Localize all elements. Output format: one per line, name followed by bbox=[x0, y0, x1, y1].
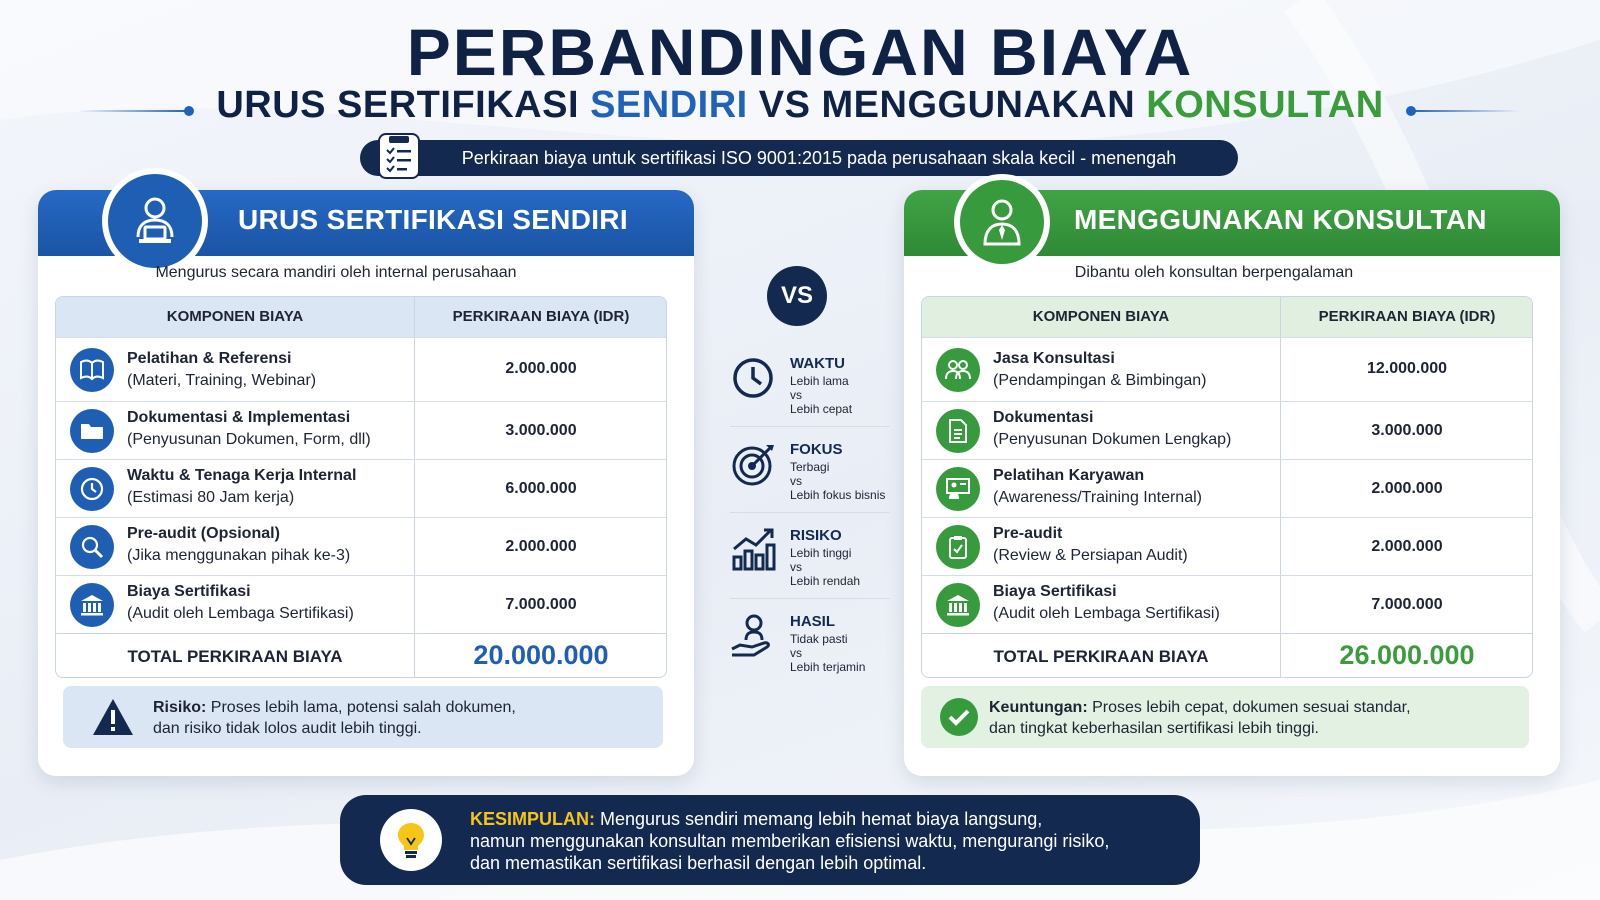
folder-icon bbox=[70, 409, 114, 453]
vs-item-vs: vs bbox=[790, 560, 802, 574]
magnifier-icon bbox=[70, 525, 114, 569]
row-name: Pelatihan & Referensi bbox=[127, 350, 292, 367]
row-cost: 6.000.000 bbox=[505, 480, 577, 497]
clock-icon bbox=[730, 355, 776, 401]
conclusion-label: KESIMPULAN: bbox=[470, 809, 595, 829]
consultant-description: Dibantu oleh konsultan berpengalaman bbox=[1074, 264, 1354, 281]
self-managed-cost-table bbox=[55, 296, 667, 678]
risk-note-label: Risiko: bbox=[153, 699, 207, 716]
table-row bbox=[922, 401, 1533, 459]
table-row bbox=[922, 517, 1533, 575]
row-detail: (Review & Persiapan Audit) bbox=[993, 547, 1188, 564]
self-managed-panel bbox=[38, 190, 694, 776]
info-banner: Perkiraan biaya untuk sertifikasi ISO 9001:2015 pada perusahaan skala kecil - menengah bbox=[360, 140, 1238, 176]
consultant-title: MENGGUNAKAN KONSULTAN bbox=[1074, 204, 1487, 235]
clipboard-check-icon bbox=[936, 525, 980, 569]
conclusion-line1: Mengurus sendiri memang lebih hemat biaya langsung, bbox=[595, 809, 1043, 829]
warning-icon bbox=[91, 696, 135, 738]
row-detail: (Audit oleh Lembaga Sertifikasi) bbox=[993, 605, 1220, 622]
row-cost: 12.000.000 bbox=[1366, 360, 1448, 377]
vs-item-title: FOKUS bbox=[790, 441, 843, 458]
total-value: 20.000.000 bbox=[473, 640, 609, 670]
vs-item-waktu bbox=[730, 355, 900, 435]
hand-user-icon bbox=[730, 613, 776, 659]
row-detail: (Pendampingan & Bimbingan) bbox=[993, 372, 1207, 389]
building-icon bbox=[70, 583, 114, 627]
column-header-component: KOMPONEN BIAYA bbox=[166, 308, 304, 325]
row-detail: (Audit oleh Lembaga Sertifikasi) bbox=[127, 605, 354, 622]
subtitle-part1: URUS SERTIFIKASI bbox=[216, 84, 591, 126]
vs-divider bbox=[730, 598, 890, 599]
subtitle-part2: VS MENGGUNAKAN bbox=[747, 84, 1147, 126]
row-detail: (Penyusunan Dokumen Lengkap) bbox=[993, 431, 1232, 448]
table-row bbox=[56, 337, 667, 401]
vs-item-left: Tidak pasti bbox=[790, 632, 848, 646]
vs-item-vs: vs bbox=[790, 388, 802, 402]
consultant-person-icon bbox=[954, 174, 1050, 270]
table-row bbox=[56, 459, 667, 517]
document-icon bbox=[936, 409, 980, 453]
presentation-icon bbox=[936, 467, 980, 511]
vs-divider bbox=[730, 512, 890, 513]
row-name: Biaya Sertifikasi bbox=[127, 583, 251, 600]
column-header-cost: PERKIRAAN BIAYA (IDR) bbox=[1318, 308, 1496, 325]
check-circle-icon bbox=[937, 696, 981, 738]
row-name: Dokumentasi & Implementasi bbox=[127, 409, 351, 426]
person-laptop-icon bbox=[102, 168, 208, 274]
vs-item-fokus bbox=[730, 441, 900, 521]
total-label: TOTAL PERKIRAAN BIAYA bbox=[127, 647, 343, 666]
benefit-note-line1: Proses lebih cepat, dokumen sesuai standar, bbox=[1087, 699, 1411, 716]
conclusion-line3: dan memastikan sertifikasi berhasil dengan lebih optimal. bbox=[470, 853, 927, 873]
vs-item-vs: vs bbox=[790, 646, 802, 660]
risk-note-text bbox=[153, 697, 643, 739]
row-cost: 7.000.000 bbox=[1371, 596, 1443, 613]
conclusion-line2: namun menggunakan konsultan memberikan efisiensi waktu, mengurangi risiko, bbox=[470, 831, 1110, 851]
row-detail: (Jika menggunakan pihak ke-3) bbox=[127, 547, 351, 564]
total-label: TOTAL PERKIRAAN BIAYA bbox=[993, 647, 1209, 666]
vs-item-title: HASIL bbox=[790, 613, 835, 630]
risk-note-line1: Proses lebih lama, potensi salah dokumen, bbox=[206, 699, 516, 716]
column-header-component: KOMPONEN BIAYA bbox=[1032, 308, 1170, 325]
vs-item-left: Lebih tinggi bbox=[790, 546, 852, 560]
row-name: Jasa Konsultasi bbox=[993, 350, 1115, 367]
row-cost: 3.000.000 bbox=[505, 422, 577, 439]
vs-item-right: Lebih terjamin bbox=[790, 660, 866, 674]
total-row bbox=[56, 633, 667, 678]
row-cost: 2.000.000 bbox=[505, 360, 577, 377]
vs-item-left: Lebih lama bbox=[790, 374, 849, 388]
vs-item-hasil bbox=[730, 613, 900, 693]
clipboard-checklist-icon bbox=[378, 133, 420, 179]
vs-item-right: Lebih cepat bbox=[790, 402, 853, 416]
row-detail: (Estimasi 80 Jam kerja) bbox=[127, 489, 295, 506]
vs-badge: VS bbox=[767, 266, 827, 326]
row-name: Dokumentasi bbox=[993, 409, 1094, 426]
vs-item-right: Lebih rendah bbox=[790, 574, 861, 588]
row-detail: (Materi, Training, Webinar) bbox=[127, 372, 317, 389]
subtitle-konsultan: KONSULTAN bbox=[1146, 84, 1384, 126]
row-name: Pre-audit bbox=[993, 525, 1063, 542]
lightbulb-icon bbox=[380, 809, 442, 871]
table-row bbox=[922, 459, 1533, 517]
row-name: Pelatihan Karyawan bbox=[993, 467, 1145, 484]
conclusion-text bbox=[470, 808, 1170, 874]
total-row bbox=[922, 633, 1533, 678]
row-cost: 2.000.000 bbox=[1371, 538, 1443, 555]
vs-item-right: Lebih fokus bisnis bbox=[790, 488, 886, 502]
people-icon bbox=[936, 348, 980, 392]
page-title: PERBANDINGAN BIAYA bbox=[406, 15, 1194, 89]
vs-item-title: RISIKO bbox=[790, 527, 842, 544]
vs-divider bbox=[730, 426, 890, 427]
table-row bbox=[56, 575, 667, 633]
row-cost: 7.000.000 bbox=[505, 596, 577, 613]
table-header bbox=[56, 297, 667, 337]
risk-note-line2: dan risiko tidak lolos audit lebih tinggi. bbox=[153, 720, 422, 737]
benefit-note-line2: dan tingkat keberhasilan sertifikasi lebih tinggi. bbox=[989, 720, 1319, 737]
row-detail: (Penyusunan Dokumen, Form, dll) bbox=[127, 431, 371, 448]
self-managed-title: URUS SERTIFIKASI SENDIRI bbox=[238, 204, 628, 235]
consultant-panel bbox=[904, 190, 1560, 776]
table-row bbox=[56, 401, 667, 459]
table-row bbox=[922, 575, 1533, 633]
table-header bbox=[922, 297, 1533, 337]
vs-item-risiko bbox=[730, 527, 900, 607]
page-subtitle bbox=[0, 84, 1600, 127]
vs-item-left: Terbagi bbox=[790, 460, 830, 474]
row-cost: 2.000.000 bbox=[1371, 480, 1443, 497]
row-cost: 2.000.000 bbox=[505, 538, 577, 555]
vs-item-vs: vs bbox=[790, 474, 802, 488]
risk-note bbox=[63, 686, 663, 748]
total-value: 26.000.000 bbox=[1339, 640, 1475, 670]
clock-icon bbox=[70, 467, 114, 511]
row-name: Biaya Sertifikasi bbox=[993, 583, 1117, 600]
subtitle-sendiri: SENDIRI bbox=[590, 84, 748, 126]
target-icon bbox=[730, 441, 776, 487]
row-name: Waktu & Tenaga Kerja Internal bbox=[127, 467, 357, 484]
building-icon bbox=[936, 583, 980, 627]
benefit-note-label: Keuntungan: bbox=[989, 699, 1088, 716]
row-cost: 3.000.000 bbox=[1371, 422, 1443, 439]
row-name: Pre-audit (Opsional) bbox=[127, 525, 280, 542]
chart-up-icon bbox=[730, 527, 776, 573]
table-row bbox=[56, 517, 667, 575]
table-row bbox=[922, 337, 1533, 401]
book-icon bbox=[70, 348, 114, 392]
consultant-cost-table bbox=[921, 296, 1533, 678]
benefit-note-text bbox=[989, 697, 1509, 739]
conclusion-box bbox=[340, 795, 1200, 885]
vs-item-title: WAKTU bbox=[790, 355, 845, 372]
row-detail: (Awareness/Training Internal) bbox=[993, 489, 1202, 506]
self-managed-description: Mengurus secara mandiri oleh internal perusahaan bbox=[155, 264, 517, 281]
column-header-cost: PERKIRAAN BIAYA (IDR) bbox=[452, 308, 630, 325]
benefit-note bbox=[921, 686, 1529, 748]
